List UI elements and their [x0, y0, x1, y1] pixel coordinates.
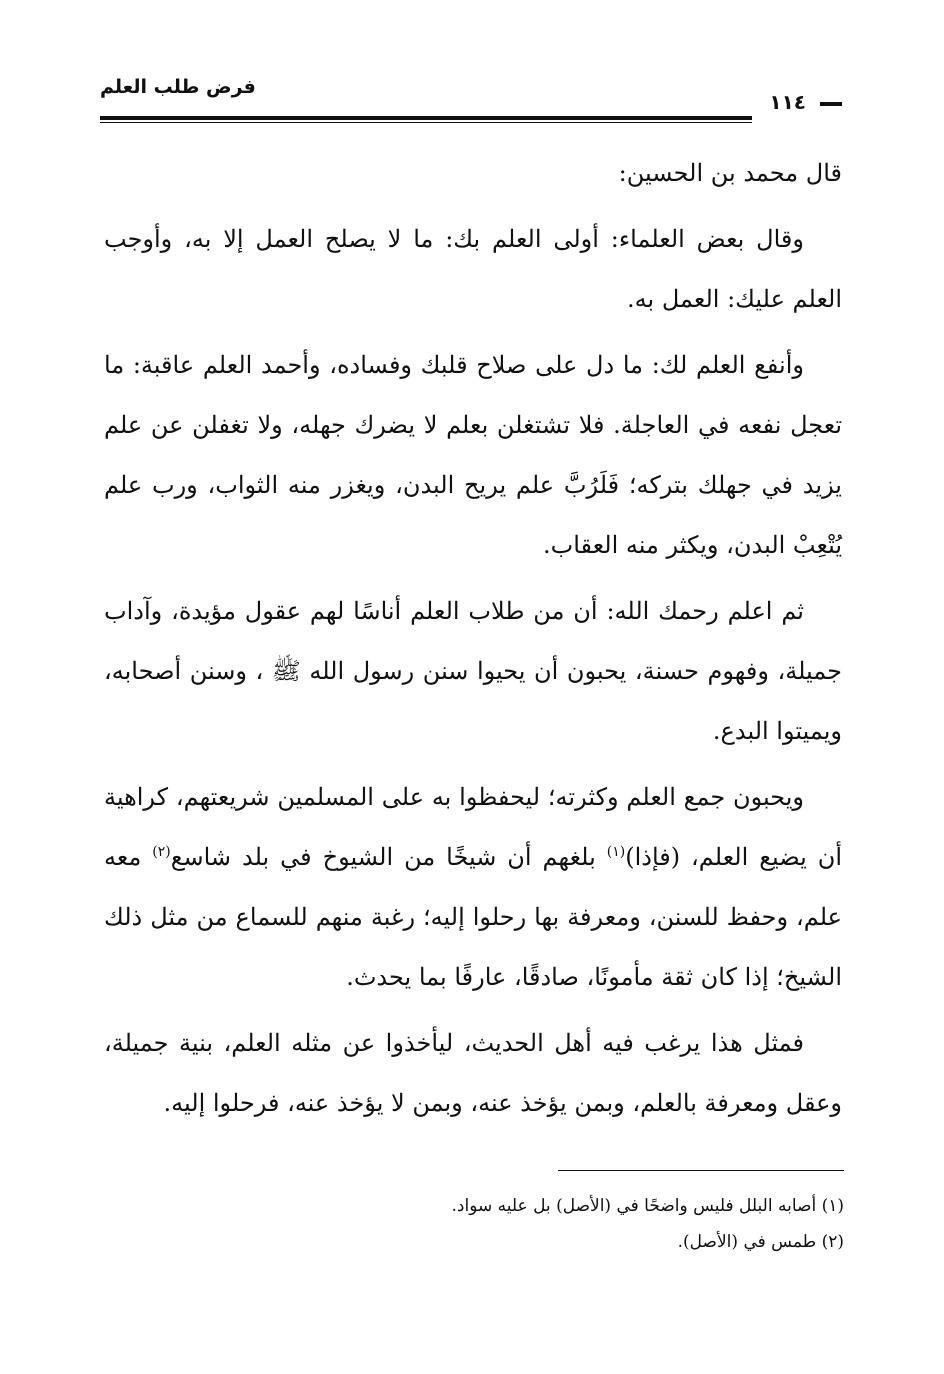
header-rule-thin	[100, 122, 752, 123]
paragraph-2: وقال بعض العلماء: أولى العلم بك: ما لا يصلح العمل إلا به، وأوجب العلم عليك: العمل به.	[104, 225, 842, 313]
footnote-1: (١) أصابه البلل فليس واضحًا في (الأصل) بل عليه سواد.	[451, 1196, 844, 1216]
paragraph-5	[104, 767, 842, 1007]
body-text	[104, 143, 842, 1139]
page-number: ١١٤	[769, 90, 806, 114]
paragraph-5-part-b: بلغهم أن شيخًا من الشيوخ في بلد شاسع	[170, 843, 607, 871]
paragraph-5-part-a: ويحبون جمع العلم وكثرته؛ ليحفظوا به على المسلمين شريعتهم، كراهية أن يضيع العلم، (فإذا)	[104, 783, 843, 871]
paragraph-4: ثم اعلم رحمك الله: أن من طلاب العلم أناسًا لهم عقول مؤيدة، وآداب جميلة، وفهوم حسنة، يحبون أن يحيوا سنن رسول الله ﷺ ، وسنن أصحابه، ويميتوا البدع.	[104, 597, 842, 745]
footnote-ref-2: (٢)	[152, 844, 171, 860]
header-dash	[820, 102, 842, 106]
page-header	[100, 72, 842, 128]
book-title: فرض طلب العلم	[100, 76, 256, 98]
paragraph-3: وأنفع العلم لك: ما دل على صلاح قلبك وفساده، وأحمد العلم عاقبة: ما تعجل نفعه في العاجلة. فلا تشتغلن بعلم لا يضرك جهله، ولا تغفلن عن علم يزيد في جهلك بتركه؛ فَلَرُبَّ علم يريح البدن، ويغزر منه الثواب، ورب علم يُتْعِبْ البدن، ويكثر منه العقاب.	[104, 351, 842, 559]
footnote-2: (٢) طمس في (الأصل).	[677, 1232, 844, 1252]
footnote-separator	[558, 1170, 844, 1171]
paragraph-6: فمثل هذا يرغب فيه أهل الحديث، ليأخذوا عن مثله العلم، بنية جميلة، وعقل ومعرفة بالعلم، وبمن يؤخذ عنه، وبمن لا يؤخذ عنه، فرحلوا إليه.	[104, 1029, 842, 1117]
footnotes	[104, 1188, 844, 1260]
paragraph-1: قال محمد بن الحسين:	[618, 159, 842, 187]
header-rule-thick	[100, 116, 752, 120]
paragraph-5-part-c: معه علم، وحفظ للسنن، ومعرفة بها رحلوا إليه؛ رغبة منهم للسماع من مثل ذلك الشيخ؛ إذا كان ثقة مأمونًا، صادقًا، عارفًا بما يحدث.	[104, 843, 842, 991]
footnote-ref-1: (١)	[606, 844, 626, 860]
